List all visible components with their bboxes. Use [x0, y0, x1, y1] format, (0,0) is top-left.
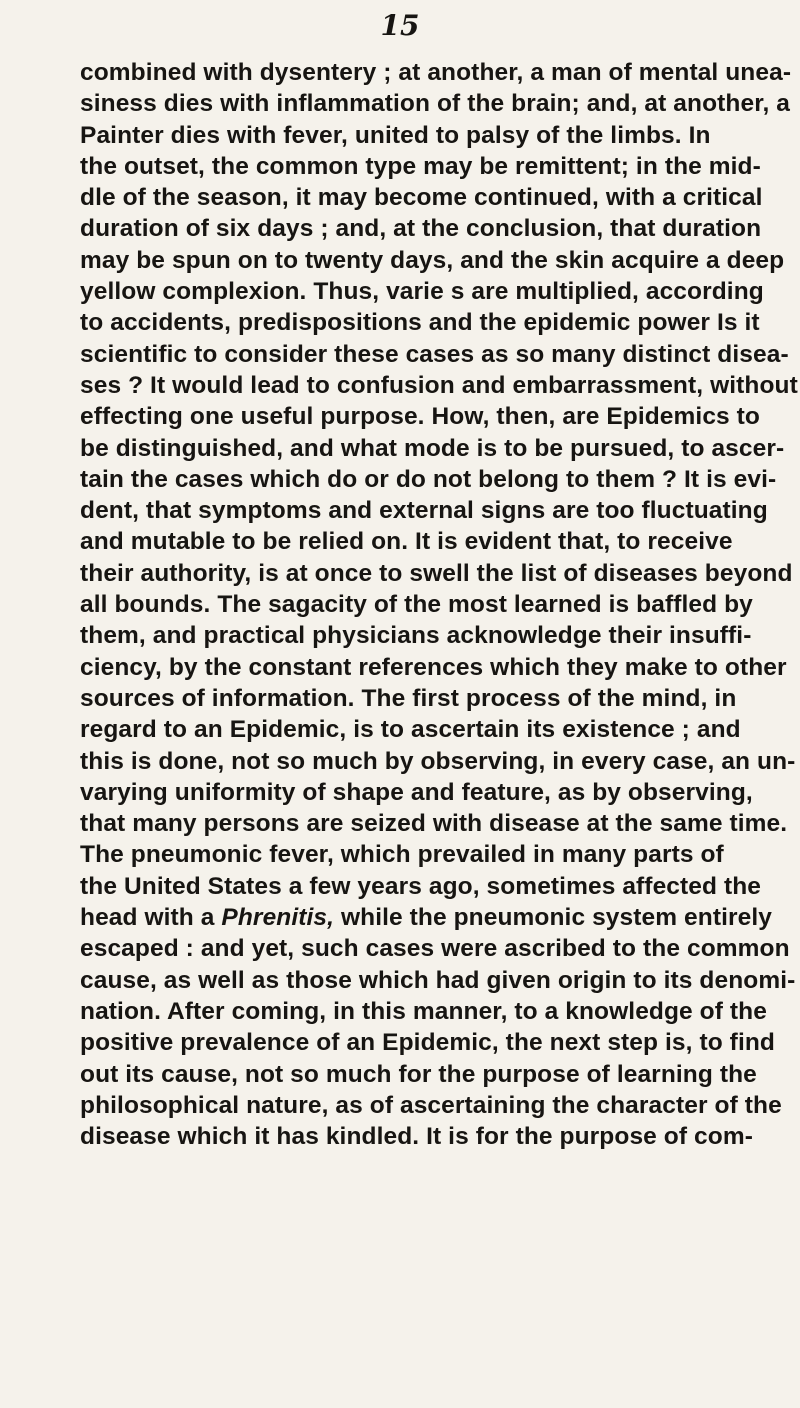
text-line: be distinguished, and what mode is to be pursued, to ascer-: [80, 434, 785, 462]
text-run: while the pneumonic system entirely: [334, 904, 772, 932]
text-line: yellow complexion. Thus, varie s are multiplied, according: [80, 278, 764, 306]
text-line-phrenitis: [80, 902, 800, 933]
text-line: duration of six days ; and, at the conclusion, that duration: [80, 215, 762, 243]
text-line: tain the cases which do or do not belong to them ? It is evi-: [80, 465, 777, 493]
body-text: [80, 57, 800, 1152]
text-line: to accidents, predispositions and the epidemic power Is it: [80, 309, 760, 337]
text-line: nation. After coming, in this manner, to a knowledge of the: [80, 997, 767, 1025]
text-line: Painter dies with fever, united to palsy of the limbs. In: [80, 121, 711, 149]
page-number: 15: [380, 9, 420, 42]
text-line: all bounds. The sagacity of the most learned is baffled by: [80, 591, 753, 619]
text-line: ciency, by the constant references which they make to other: [80, 653, 787, 681]
text-line: combined with dysentery ; at another, a man of mental unea-: [80, 59, 792, 86]
text-line: scientific to consider these cases as so many distinct disea-: [80, 340, 789, 368]
text-line: philosophical nature, as of ascertaining the character of the: [80, 1091, 782, 1119]
text-line: disease which it has kindled. It is for the purpose of com-: [80, 1123, 753, 1151]
text-line: that many persons are seized with disease at the same time.: [80, 810, 788, 838]
text-line: the outset, the common type may be remittent; in the mid-: [80, 152, 761, 180]
text-line: and mutable to be relied on. It is evident that, to receive: [80, 528, 733, 556]
text-line: out its cause, not so much for the purpose of learning the: [80, 1060, 757, 1088]
text-line: escaped : and yet, such cases were ascribed to the common: [80, 935, 790, 963]
text-line: cause, as well as those which had given origin to its denomi-: [80, 966, 796, 994]
text-line: positive prevalence of an Epidemic, the next step is, to find: [80, 1029, 775, 1057]
text-line: their authority, is at once to swell the list of diseases beyond: [80, 559, 793, 587]
text-line: dent, that symptoms and external signs are too fluctuating: [80, 497, 768, 525]
text-run: head with a: [80, 904, 222, 932]
text-line: may be spun on to twenty days, and the skin acquire a deep: [80, 246, 785, 274]
text-line: siness dies with inflammation of the brain; and, at another, a: [80, 90, 791, 118]
text-line: them, and practical physicians acknowledge their insuffi-: [80, 622, 752, 650]
text-line: effecting one useful purpose. How, then, are Epidemics to: [80, 403, 760, 431]
text-line: ses ? It would lead to confusion and embarrassment, without: [80, 371, 798, 399]
text-line: dle of the season, it may become continued, with a critical: [80, 184, 763, 212]
text-line: sources of information. The first process of the mind, in: [80, 684, 737, 712]
text-line: the United States a few years ago, sometimes affected the: [80, 872, 762, 900]
text-line: The pneumonic fever, which prevailed in many parts of: [80, 841, 724, 869]
text-line: varying uniformity of shape and feature, as by observing,: [80, 778, 753, 806]
text-line: this is done, not so much by observing, in every case, an un-: [80, 747, 796, 775]
italic-term: Phrenitis,: [221, 904, 335, 932]
text-line: regard to an Epidemic, is to ascertain its existence ; and: [80, 716, 741, 744]
